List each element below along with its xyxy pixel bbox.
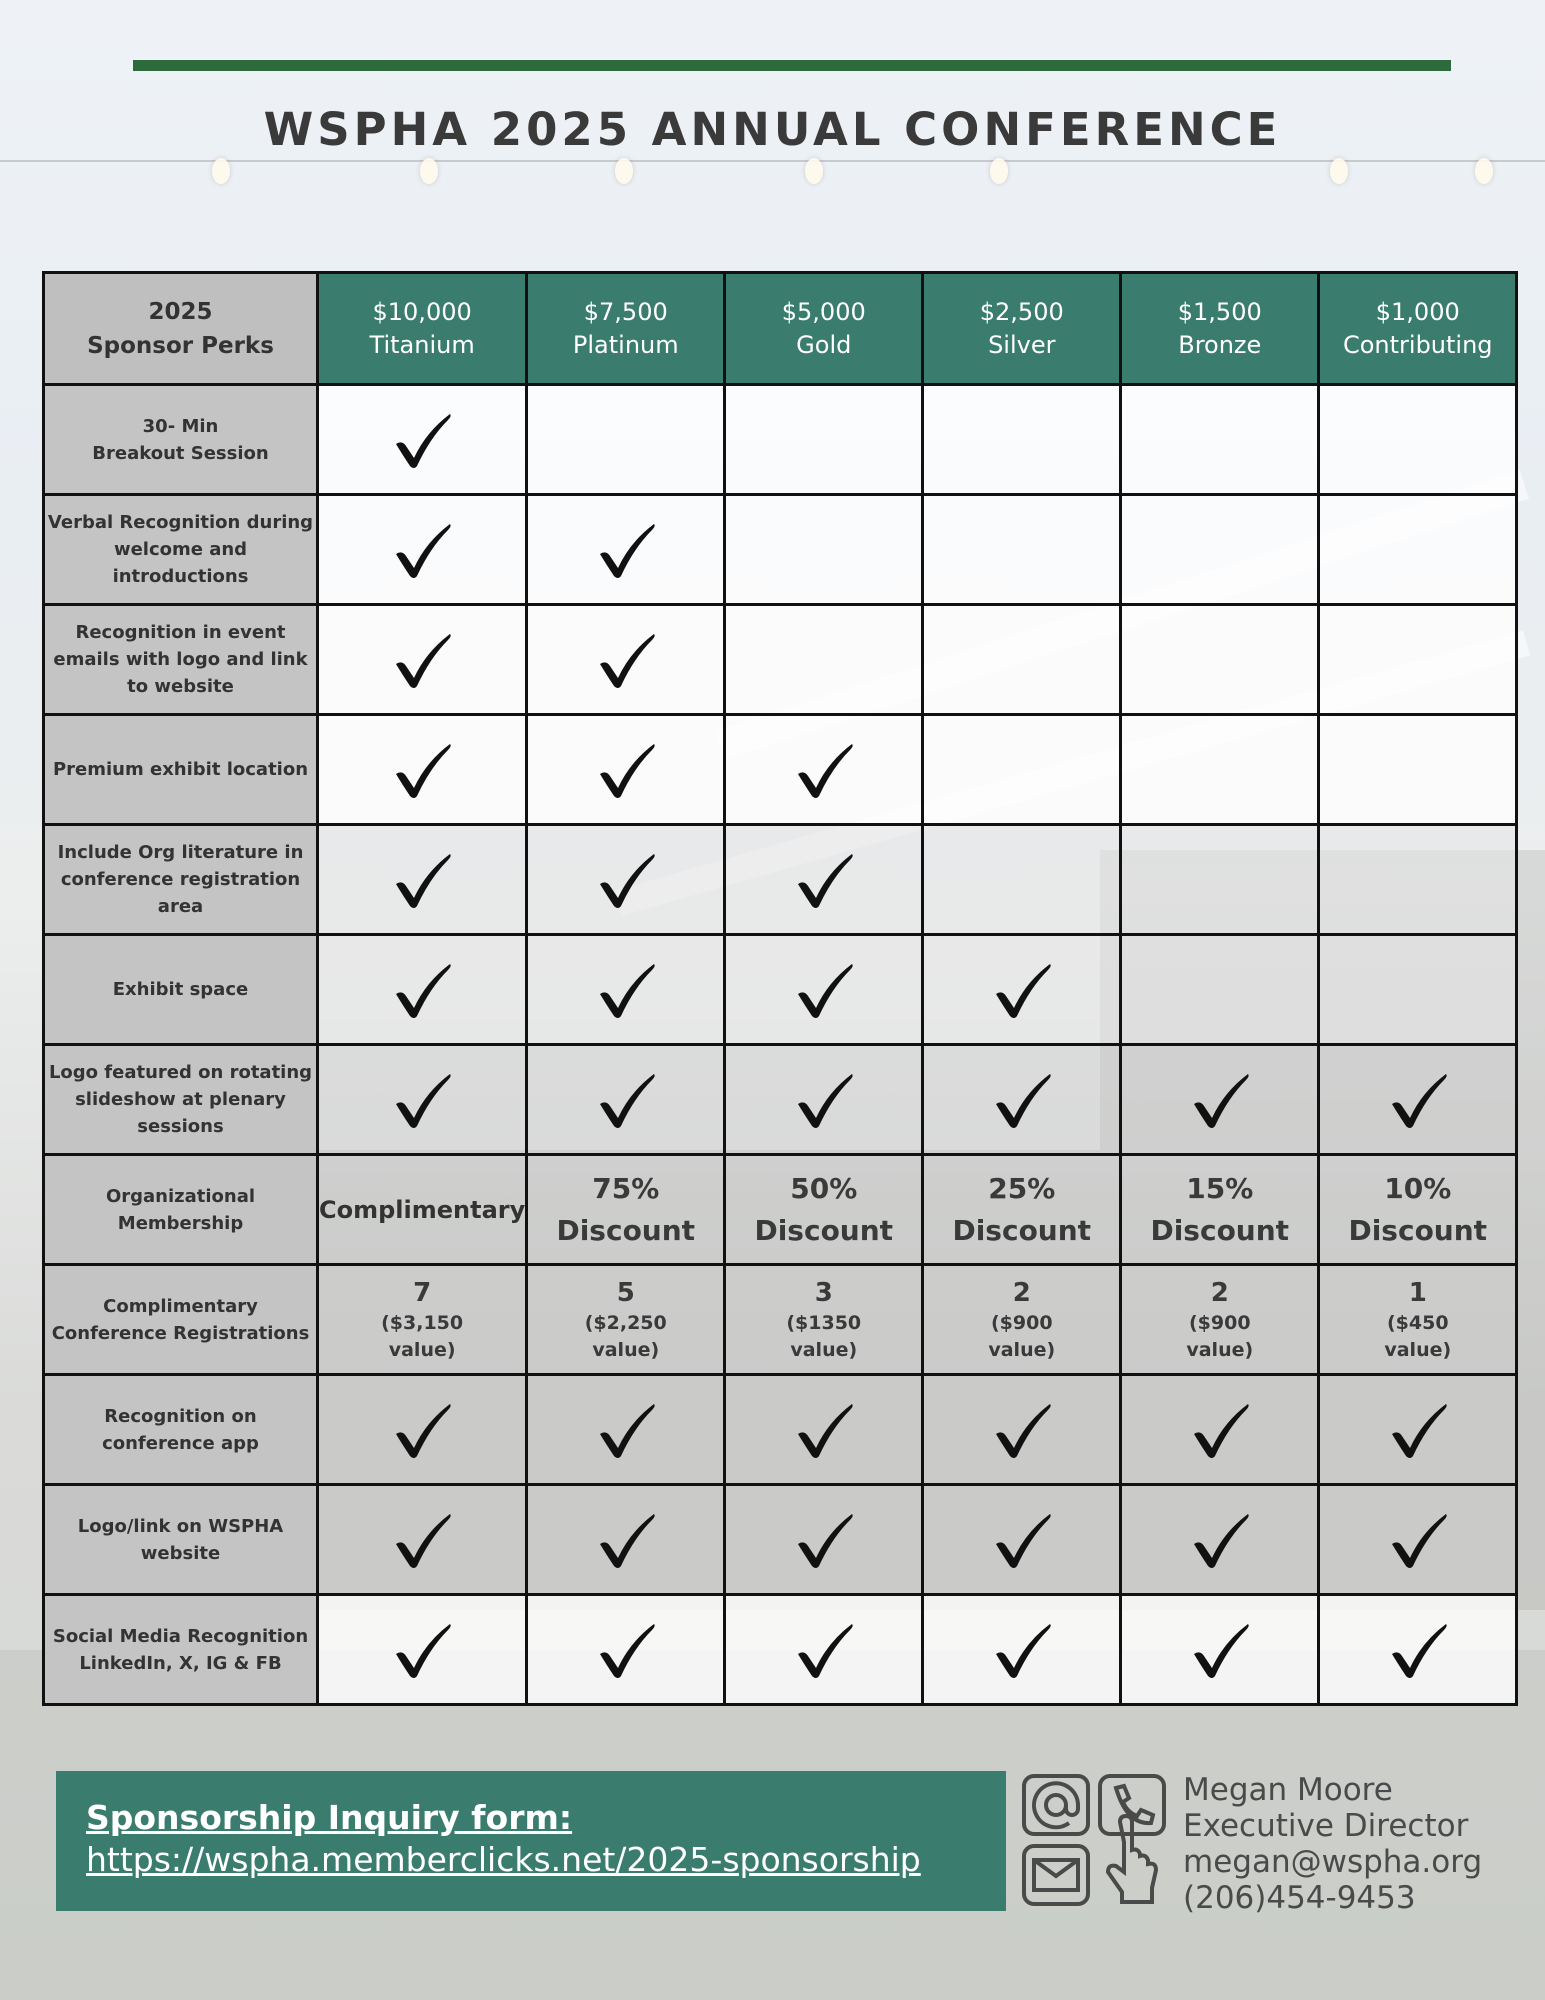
checkmark-icon [390, 960, 454, 1020]
perk-cell [318, 1595, 527, 1705]
perk-cell [318, 825, 527, 935]
top-rule [133, 60, 1451, 71]
envelope-icon [1024, 1846, 1088, 1904]
perk-cell [923, 1485, 1121, 1595]
perk-label: Premium exhibit location [44, 715, 318, 825]
perk-cell [318, 1375, 527, 1485]
registration-value [1121, 1265, 1319, 1375]
discount-label: Discount [1348, 1213, 1488, 1247]
sponsor-perks-table [42, 271, 1518, 1706]
checkmark-icon [990, 960, 1054, 1020]
contact-name: Megan Moore [1183, 1772, 1393, 1808]
perk-cell [1121, 605, 1319, 715]
perk-cell [725, 935, 923, 1045]
perk-cell [1319, 825, 1517, 935]
discount-label: Discount [1150, 1213, 1290, 1247]
registration-worth: ($2,250 value) [584, 1311, 667, 1361]
checkmark-icon [1188, 1400, 1252, 1460]
perk-cell [923, 385, 1121, 495]
perk-cell [527, 825, 725, 935]
registration-count: 7 [413, 1277, 432, 1308]
checkmark-icon [594, 520, 658, 580]
tier-price: $7,500 [583, 297, 668, 326]
perk-cell [527, 1375, 725, 1485]
table-row [44, 825, 1517, 935]
page-title: WSPHA 2025 ANNUAL CONFERENCE [263, 103, 1282, 156]
tier-header-contributing [1319, 273, 1517, 385]
membership-value [527, 1155, 725, 1265]
perk-cell [1121, 1595, 1319, 1705]
discount-label: Discount [556, 1213, 696, 1247]
perk-cell [923, 1045, 1121, 1155]
checkmark-icon [594, 740, 658, 800]
hand-pointer-icon [1108, 1816, 1156, 1902]
registration-value [1319, 1265, 1517, 1375]
at-sign-icon [1024, 1776, 1088, 1834]
discount-label: Discount [754, 1213, 894, 1247]
perk-cell [1121, 935, 1319, 1045]
table-row [44, 1595, 1517, 1705]
inquiry-link[interactable]: https://wspha.memberclicks.net/2025-sponsorship [86, 1840, 921, 1879]
checkmark-icon [1386, 1400, 1450, 1460]
perk-cell [923, 715, 1121, 825]
perk-cell [318, 1045, 527, 1155]
tier-price: $1,000 [1375, 297, 1460, 326]
registration-count: 1 [1408, 1277, 1427, 1308]
checkmark-icon [390, 1510, 454, 1570]
tier-price: $5,000 [781, 297, 866, 326]
tier-name: Silver [988, 330, 1056, 359]
checkmark-icon [390, 410, 454, 470]
tier-name: Gold [796, 330, 852, 359]
perk-cell [725, 1375, 923, 1485]
registration-worth: ($900 value) [988, 1311, 1056, 1361]
membership-value [923, 1155, 1121, 1265]
perk-label: Logo/link on WSPHA website [44, 1485, 318, 1595]
membership-row [44, 1155, 1517, 1265]
discount-percent: 25% [988, 1171, 1056, 1205]
tier-header-gold [725, 273, 923, 385]
registration-count: 2 [1012, 1277, 1031, 1308]
checkmark-icon [792, 1510, 856, 1570]
membership-value [725, 1155, 923, 1265]
perk-cell [1319, 1595, 1517, 1705]
perk-cell [318, 385, 527, 495]
membership-value [1319, 1155, 1517, 1265]
perk-label: Recognition in event emails with logo and link to website [44, 605, 318, 715]
perk-cell [1121, 1485, 1319, 1595]
checkmark-icon [390, 740, 454, 800]
perk-cell [923, 495, 1121, 605]
perk-cell [527, 715, 725, 825]
perk-cell [1319, 385, 1517, 495]
perk-cell [527, 935, 725, 1045]
perk-cell [725, 1485, 923, 1595]
perk-label: 30- Min Breakout Session [44, 385, 318, 495]
registration-value [527, 1265, 725, 1375]
membership-text: Complimentary [319, 1195, 526, 1224]
table-row [44, 385, 1517, 495]
checkmark-icon [390, 520, 454, 580]
corner-year: 2025 [148, 298, 213, 325]
perk-cell [725, 825, 923, 935]
checkmark-icon [792, 1620, 856, 1680]
perk-cell [923, 1595, 1121, 1705]
checkmark-icon [792, 850, 856, 910]
perk-cell [318, 495, 527, 605]
tier-name: Contributing [1342, 330, 1493, 359]
perk-label: Exhibit space [44, 935, 318, 1045]
perk-cell [1319, 715, 1517, 825]
checkmark-icon [1188, 1070, 1252, 1130]
checkmark-icon [792, 960, 856, 1020]
table-row [44, 1045, 1517, 1155]
checkmark-icon [792, 1070, 856, 1130]
perk-cell [725, 1045, 923, 1155]
perk-cell [527, 605, 725, 715]
perk-cell [318, 715, 527, 825]
perk-cell [1319, 1375, 1517, 1485]
checkmark-icon [594, 1620, 658, 1680]
table-row [44, 495, 1517, 605]
table-row [44, 1485, 1517, 1595]
perk-cell [923, 1375, 1121, 1485]
contact-email[interactable]: megan@wspha.org [1183, 1844, 1483, 1880]
perk-cell [1121, 385, 1319, 495]
perk-cell [527, 1595, 725, 1705]
tier-header-silver [923, 273, 1121, 385]
registration-worth: ($450 value) [1384, 1311, 1452, 1361]
corner-label: Sponsor Perks [87, 332, 274, 359]
perk-cell [1121, 715, 1319, 825]
tier-name: Platinum [572, 330, 679, 359]
checkmark-icon [1386, 1620, 1450, 1680]
checkmark-icon [594, 1400, 658, 1460]
perk-cell [318, 935, 527, 1045]
table-corner-header [44, 273, 318, 385]
perk-cell [1319, 1485, 1517, 1595]
sponsorship-inquiry-banner [56, 1771, 1006, 1911]
tier-header-platinum [527, 273, 725, 385]
registration-count: 3 [814, 1277, 833, 1308]
discount-percent: 15% [1186, 1171, 1254, 1205]
perk-label: Complimentary Conference Registrations [44, 1265, 318, 1375]
perk-cell [1319, 605, 1517, 715]
perk-label: Recognition on conference app [44, 1375, 318, 1485]
checkmark-icon [1386, 1510, 1450, 1570]
checkmark-icon [390, 630, 454, 690]
perk-cell [725, 385, 923, 495]
perk-cell [725, 715, 923, 825]
registrations-row [44, 1265, 1517, 1375]
perk-cell [1121, 1375, 1319, 1485]
checkmark-icon [990, 1620, 1054, 1680]
registration-worth: ($900 value) [1186, 1311, 1254, 1361]
tier-price: $1,500 [1177, 297, 1262, 326]
table-row [44, 715, 1517, 825]
tier-price: $2,500 [979, 297, 1064, 326]
checkmark-icon [792, 1400, 856, 1460]
tier-name: Bronze [1178, 330, 1262, 359]
perk-cell [725, 1595, 923, 1705]
table-row [44, 935, 1517, 1045]
perk-cell [1319, 935, 1517, 1045]
perk-cell [527, 1485, 725, 1595]
contact-phone[interactable]: (206)454-9453 [1183, 1880, 1416, 1916]
contact-icons [1020, 1772, 1170, 1912]
perk-label: Verbal Recognition during welcome and introductions [44, 495, 318, 605]
registration-value [725, 1265, 923, 1375]
registration-count: 5 [616, 1277, 635, 1308]
discount-label: Discount [952, 1213, 1092, 1247]
contact-info [1183, 1772, 1482, 1916]
checkmark-icon [390, 1620, 454, 1680]
registration-count: 2 [1210, 1277, 1229, 1308]
checkmark-icon [390, 1400, 454, 1460]
checkmark-icon [1386, 1070, 1450, 1130]
registration-worth: ($1350 value) [786, 1311, 862, 1361]
checkmark-icon [390, 850, 454, 910]
registration-worth: ($3,150 value) [381, 1311, 464, 1361]
perk-cell [527, 385, 725, 495]
contact-title: Executive Director [1183, 1808, 1469, 1844]
checkmark-icon [594, 850, 658, 910]
membership-value [318, 1155, 527, 1265]
checkmark-icon [594, 1070, 658, 1130]
perk-cell [1121, 1045, 1319, 1155]
checkmark-icon [1188, 1620, 1252, 1680]
tier-header-bronze [1121, 273, 1319, 385]
checkmark-icon [594, 1510, 658, 1570]
perk-cell [725, 605, 923, 715]
discount-percent: 50% [790, 1171, 858, 1205]
table-row [44, 605, 1517, 715]
perk-cell [527, 1045, 725, 1155]
checkmark-icon [1188, 1510, 1252, 1570]
perk-label: Social Media Recognition LinkedIn, X, IG & FB [44, 1595, 318, 1705]
checkmark-icon [594, 960, 658, 1020]
checkmark-icon [594, 630, 658, 690]
registration-value [923, 1265, 1121, 1375]
perk-label: Logo featured on rotating slideshow at plenary sessions [44, 1045, 318, 1155]
inquiry-heading: Sponsorship Inquiry form: [86, 1798, 573, 1837]
perk-cell [318, 605, 527, 715]
table-row [44, 1375, 1517, 1485]
perk-cell [318, 1485, 527, 1595]
registration-value [318, 1265, 527, 1375]
perk-cell [1121, 825, 1319, 935]
membership-value [1121, 1155, 1319, 1265]
perk-cell [923, 935, 1121, 1045]
checkmark-icon [792, 740, 856, 800]
checkmark-icon [990, 1400, 1054, 1460]
tier-name: Titanium [369, 330, 475, 359]
perk-cell [527, 495, 725, 605]
perk-cell [1319, 495, 1517, 605]
perk-cell [923, 825, 1121, 935]
checkmark-icon [390, 1070, 454, 1130]
checkmark-icon [990, 1070, 1054, 1130]
perk-cell [1319, 1045, 1517, 1155]
perk-label: Include Org literature in conference registration area [44, 825, 318, 935]
discount-percent: 75% [592, 1171, 660, 1205]
tier-price: $10,000 [372, 297, 472, 326]
checkmark-icon [990, 1510, 1054, 1570]
discount-percent: 10% [1384, 1171, 1452, 1205]
perk-label: Organizational Membership [44, 1155, 318, 1265]
perk-cell [1121, 495, 1319, 605]
tier-header-titanium [318, 273, 527, 385]
perk-cell [923, 605, 1121, 715]
perk-cell [725, 495, 923, 605]
